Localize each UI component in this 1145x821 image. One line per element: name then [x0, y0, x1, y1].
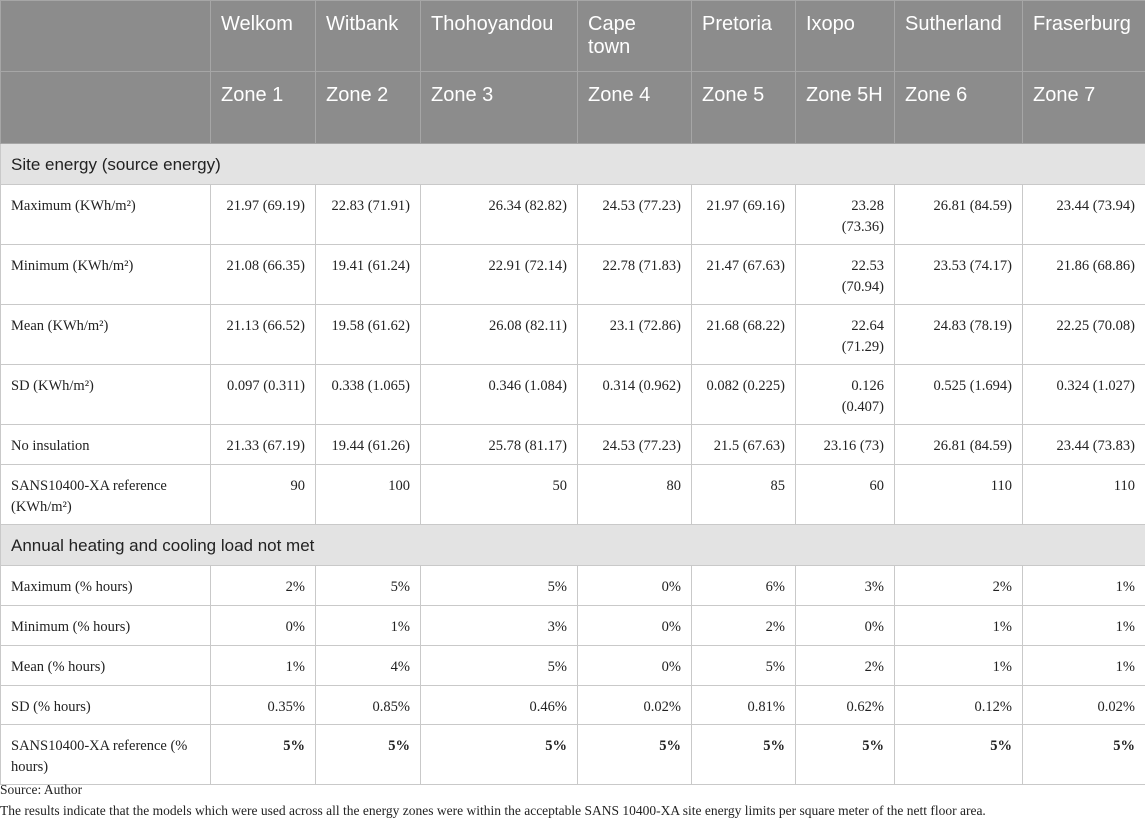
table-footer	[0, 779, 1145, 821]
table-cell: 0.85%	[316, 686, 421, 725]
table-cell: 0%	[578, 646, 692, 686]
table-row	[1, 606, 1145, 646]
table-cell: 23.53 (74.17)	[895, 245, 1023, 305]
table-cell: 0.324 (1.027)	[1023, 365, 1145, 425]
table-cell: 0.81%	[692, 686, 796, 725]
table-row	[1, 465, 1145, 525]
row-label: SANS10400-XA reference (% hours)	[1, 725, 211, 785]
table-cell: 1%	[316, 606, 421, 646]
table-cell: 0.082 (0.225)	[692, 365, 796, 425]
source-note: Source: Author	[0, 779, 1145, 800]
row-label: Maximum (KWh/m²)	[1, 185, 211, 245]
table-cell: 21.68 (68.22)	[692, 305, 796, 365]
row-label: Maximum (% hours)	[1, 566, 211, 606]
table-cell: 0.46%	[421, 686, 578, 725]
table-cell: 22.53 (70.94)	[796, 245, 895, 305]
table-cell: 26.34 (82.82)	[421, 185, 578, 245]
table-cell: 5%	[421, 566, 578, 606]
table-cell: 5%	[578, 725, 692, 785]
table-cell: 5%	[1023, 725, 1145, 785]
table-cell: 3%	[421, 606, 578, 646]
table-cell: 5%	[211, 725, 316, 785]
table-cell: 50	[421, 465, 578, 525]
table-cell: 23.28 (73.36)	[796, 185, 895, 245]
section-title: Annual heating and cooling load not met	[1, 525, 1145, 566]
table-cell: 0.02%	[1023, 686, 1145, 725]
header-row-cities	[1, 1, 1145, 72]
table-row	[1, 365, 1145, 425]
table-cell: 0.097 (0.311)	[211, 365, 316, 425]
table-cell: 21.13 (66.52)	[211, 305, 316, 365]
table-cell: 19.58 (61.62)	[316, 305, 421, 365]
section-header-load-not-met	[1, 525, 1145, 566]
table-cell: 1%	[211, 646, 316, 686]
table-cell: 0.126 (0.407)	[796, 365, 895, 425]
row-label: No insulation	[1, 425, 211, 465]
table-cell: 1%	[895, 606, 1023, 646]
table-cell: 25.78 (81.17)	[421, 425, 578, 465]
zone-header: Zone 7	[1023, 72, 1145, 144]
table-cell: 0.62%	[796, 686, 895, 725]
table-cell: 5%	[421, 646, 578, 686]
table-cell: 23.44 (73.94)	[1023, 185, 1145, 245]
table-cell: 0%	[578, 606, 692, 646]
table-cell: 0.346 (1.084)	[421, 365, 578, 425]
table-cell: 22.64 (71.29)	[796, 305, 895, 365]
zone-header: Zone 4	[578, 72, 692, 144]
row-label: Minimum (% hours)	[1, 606, 211, 646]
results-note: The results indicate that the models which were used across all the energy zones were within the acceptable SANS 10400-XA site energy limits per square meter of the nett floor area.	[0, 800, 1145, 821]
table-cell: 21.86 (68.86)	[1023, 245, 1145, 305]
table-cell: 0.314 (0.962)	[578, 365, 692, 425]
table-cell: 23.44 (73.83)	[1023, 425, 1145, 465]
table-cell: 21.33 (67.19)	[211, 425, 316, 465]
table-row	[1, 245, 1145, 305]
city-header: Thohoyandou	[421, 1, 578, 72]
row-label: SD (KWh/m²)	[1, 365, 211, 425]
zone-header: Zone 5H	[796, 72, 895, 144]
table-cell: 3%	[796, 566, 895, 606]
table-cell: 22.78 (71.83)	[578, 245, 692, 305]
table-cell: 100	[316, 465, 421, 525]
table-cell: 5%	[692, 725, 796, 785]
table-cell: 5%	[316, 725, 421, 785]
table-cell: 26.08 (82.11)	[421, 305, 578, 365]
city-header: Pretoria	[692, 1, 796, 72]
row-label: SD (% hours)	[1, 686, 211, 725]
section-title: Site energy (source energy)	[1, 144, 1145, 185]
table-cell: 0.02%	[578, 686, 692, 725]
table-row	[1, 686, 1145, 725]
city-header: Sutherland	[895, 1, 1023, 72]
header-row-zones	[1, 72, 1145, 144]
table-cell: 5%	[421, 725, 578, 785]
city-header: Cape town	[578, 1, 692, 72]
table-cell: 19.41 (61.24)	[316, 245, 421, 305]
table-cell: 85	[692, 465, 796, 525]
city-header: Fraserburg	[1023, 1, 1145, 72]
table-cell: 1%	[1023, 606, 1145, 646]
row-label: SANS10400-XA reference (KWh/m²)	[1, 465, 211, 525]
table-cell: 21.97 (69.19)	[211, 185, 316, 245]
table-cell: 19.44 (61.26)	[316, 425, 421, 465]
table-cell: 2%	[692, 606, 796, 646]
table-cell: 5%	[316, 566, 421, 606]
zone-header: Zone 6	[895, 72, 1023, 144]
table-cell: 1%	[1023, 566, 1145, 606]
table-cell: 90	[211, 465, 316, 525]
table-cell: 5%	[895, 725, 1023, 785]
table-cell: 21.08 (66.35)	[211, 245, 316, 305]
city-header: Witbank	[316, 1, 421, 72]
zone-header: Zone 5	[692, 72, 796, 144]
section-header-site-energy	[1, 144, 1145, 185]
table-cell: 2%	[895, 566, 1023, 606]
table-cell: 80	[578, 465, 692, 525]
table-cell: 60	[796, 465, 895, 525]
table-row	[1, 566, 1145, 606]
row-label: Minimum (KWh/m²)	[1, 245, 211, 305]
table-cell: 0%	[211, 606, 316, 646]
row-label: Mean (% hours)	[1, 646, 211, 686]
table-cell: 24.83 (78.19)	[895, 305, 1023, 365]
table-cell: 1%	[1023, 646, 1145, 686]
table-cell: 0.525 (1.694)	[895, 365, 1023, 425]
table-cell: 22.83 (71.91)	[316, 185, 421, 245]
table-row	[1, 646, 1145, 686]
table-row	[1, 725, 1145, 785]
table-cell: 4%	[316, 646, 421, 686]
table-cell: 0.12%	[895, 686, 1023, 725]
table-cell: 110	[895, 465, 1023, 525]
table-cell: 2%	[211, 566, 316, 606]
table-cell: 110	[1023, 465, 1145, 525]
table-cell: 24.53 (77.23)	[578, 185, 692, 245]
table-cell: 22.25 (70.08)	[1023, 305, 1145, 365]
table-cell: 1%	[895, 646, 1023, 686]
table-cell: 5%	[692, 646, 796, 686]
city-header: Ixopo	[796, 1, 895, 72]
table-row	[1, 305, 1145, 365]
city-header: Welkom	[211, 1, 316, 72]
table-cell: 21.97 (69.16)	[692, 185, 796, 245]
table-cell: 23.16 (73)	[796, 425, 895, 465]
table-cell: 26.81 (84.59)	[895, 425, 1023, 465]
table-cell: 22.91 (72.14)	[421, 245, 578, 305]
table-cell: 6%	[692, 566, 796, 606]
table-cell: 24.53 (77.23)	[578, 425, 692, 465]
table-cell: 0.35%	[211, 686, 316, 725]
zone-header: Zone 2	[316, 72, 421, 144]
table-cell: 2%	[796, 646, 895, 686]
table-row	[1, 185, 1145, 245]
row-label: Mean (KWh/m²)	[1, 305, 211, 365]
table-cell: 23.1 (72.86)	[578, 305, 692, 365]
table-cell: 0%	[796, 606, 895, 646]
table-row	[1, 425, 1145, 465]
table-cell: 21.5 (67.63)	[692, 425, 796, 465]
header-corner	[1, 72, 211, 144]
header-corner	[1, 1, 211, 72]
table-cell: 21.47 (67.63)	[692, 245, 796, 305]
zone-header: Zone 1	[211, 72, 316, 144]
zone-header: Zone 3	[421, 72, 578, 144]
table-cell: 26.81 (84.59)	[895, 185, 1023, 245]
table-cell: 0%	[578, 566, 692, 606]
table-cell: 5%	[796, 725, 895, 785]
table-cell: 0.338 (1.065)	[316, 365, 421, 425]
